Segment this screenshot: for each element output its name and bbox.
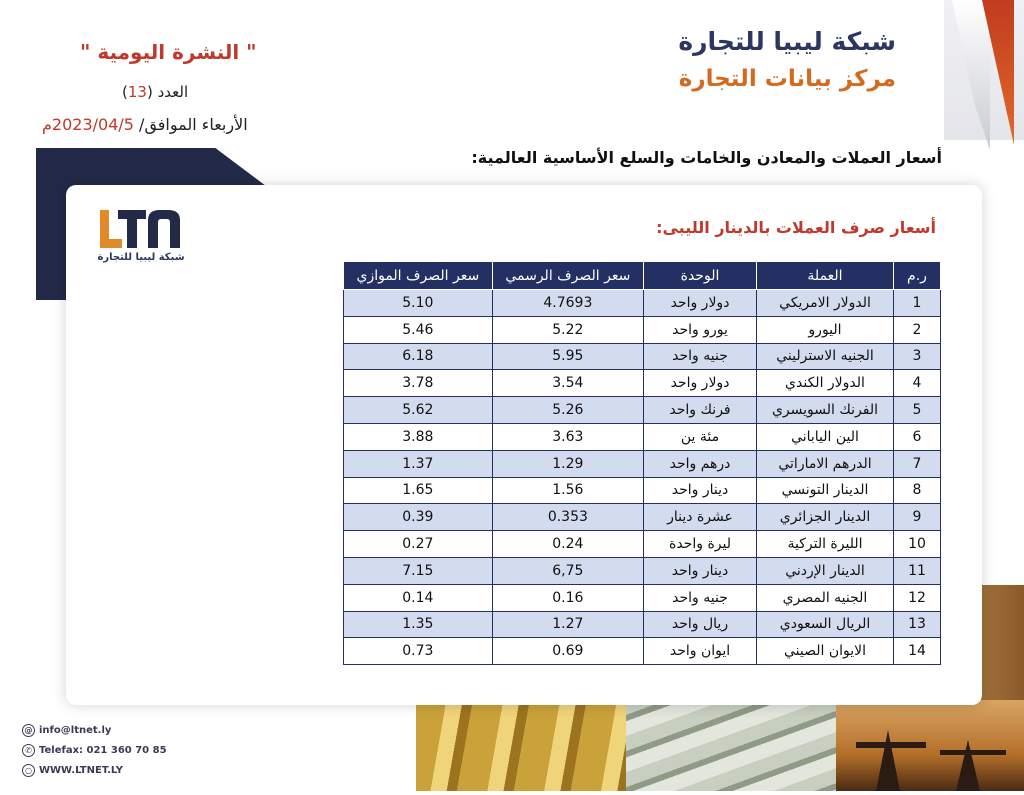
cell-unit: جنيه واحد bbox=[644, 584, 757, 611]
cell-unit: جنيه واحد bbox=[644, 343, 757, 370]
table-row bbox=[344, 343, 941, 370]
cell-official-rate: 0.16 bbox=[492, 584, 643, 611]
globe-icon: ○ bbox=[22, 764, 35, 777]
table-row bbox=[344, 638, 941, 665]
table-row bbox=[344, 397, 941, 424]
cell-parallel-rate: 3.88 bbox=[344, 423, 493, 450]
cell-official-rate: 0.24 bbox=[492, 531, 643, 558]
cell-index: 4 bbox=[894, 370, 941, 397]
cell-currency: الدولار الامريكي bbox=[757, 290, 894, 317]
logo-caption: شبكة ليبيا للتجارة bbox=[97, 252, 185, 263]
cell-currency: الايوان الصيني bbox=[757, 638, 894, 665]
cell-currency: الدينار الإردني bbox=[757, 557, 894, 584]
col-header-index: ر.م bbox=[894, 262, 941, 290]
oil-derrick-silhouette bbox=[836, 700, 1024, 791]
cell-official-rate: 1.29 bbox=[492, 450, 643, 477]
cell-currency: الدرهم الاماراتي bbox=[757, 450, 894, 477]
date-suffix: م bbox=[42, 115, 52, 134]
cell-index: 9 bbox=[894, 504, 941, 531]
cell-parallel-rate: 0.39 bbox=[344, 504, 493, 531]
table-row bbox=[344, 557, 941, 584]
cell-index: 12 bbox=[894, 584, 941, 611]
cell-currency: الين الياباني bbox=[757, 423, 894, 450]
cell-index: 2 bbox=[894, 316, 941, 343]
cell-parallel-rate: 5.10 bbox=[344, 290, 493, 317]
issue-line: العدد (13) bbox=[122, 83, 189, 101]
col-header-currency: العملة bbox=[757, 262, 894, 290]
brand-subtitle: مركز بيانات التجارة bbox=[678, 66, 896, 92]
cell-index: 1 bbox=[894, 290, 941, 317]
col-header-official-rate: سعر الصرف الرسمي bbox=[492, 262, 643, 290]
oil-pumps-image bbox=[836, 700, 1024, 791]
contact-email[interactable]: info@ltnet.ly bbox=[39, 724, 112, 736]
table-row bbox=[344, 531, 941, 558]
cell-currency: الجنيه الاسترليني bbox=[757, 343, 894, 370]
cell-unit: ريال واحد bbox=[644, 611, 757, 638]
cell-index: 13 bbox=[894, 611, 941, 638]
cell-official-rate: 6,75 bbox=[492, 557, 643, 584]
table-row bbox=[344, 584, 941, 611]
cell-official-rate: 1.27 bbox=[492, 611, 643, 638]
date-line bbox=[42, 115, 248, 134]
cell-currency: الجنيه المصري bbox=[757, 584, 894, 611]
cell-unit: درهم واحد bbox=[644, 450, 757, 477]
cell-index: 14 bbox=[894, 638, 941, 665]
cell-index: 7 bbox=[894, 450, 941, 477]
cell-official-rate: 5.22 bbox=[492, 316, 643, 343]
cell-unit: فرنك واحد bbox=[644, 397, 757, 424]
cell-currency: الدينار الجزائري bbox=[757, 504, 894, 531]
cell-index: 3 bbox=[894, 343, 941, 370]
cell-index: 5 bbox=[894, 397, 941, 424]
cell-currency: الريال السعودي bbox=[757, 611, 894, 638]
contact-phone-row bbox=[22, 740, 167, 760]
contact-telefax: Telefax: 021 360 70 85 bbox=[39, 744, 167, 756]
cell-unit: دولار واحد bbox=[644, 290, 757, 317]
cell-index: 8 bbox=[894, 477, 941, 504]
gold-bars-image bbox=[416, 700, 626, 791]
cell-index: 11 bbox=[894, 557, 941, 584]
ltn-logo-mark bbox=[96, 206, 186, 254]
cell-parallel-rate: 0.27 bbox=[344, 531, 493, 558]
exchange-rates-table bbox=[343, 261, 941, 665]
cell-parallel-rate: 1.35 bbox=[344, 611, 493, 638]
cell-parallel-rate: 7.15 bbox=[344, 557, 493, 584]
email-icon: @ bbox=[22, 724, 35, 737]
cell-index: 10 bbox=[894, 531, 941, 558]
table-row bbox=[344, 611, 941, 638]
exchange-table-heading: أسعار صرف العملات بالدينار الليبى: bbox=[656, 218, 936, 237]
cell-unit: عشرة دينار bbox=[644, 504, 757, 531]
issue-label: العدد bbox=[157, 83, 189, 101]
contact-email-row bbox=[22, 720, 167, 740]
cell-currency: اليورو bbox=[757, 316, 894, 343]
cell-unit: ايوان واحد bbox=[644, 638, 757, 665]
contact-website[interactable]: WWW.LTNET.LY bbox=[39, 764, 123, 776]
cell-parallel-rate: 3.78 bbox=[344, 370, 493, 397]
cell-currency: الدولار الكندي bbox=[757, 370, 894, 397]
phone-icon: ✆ bbox=[22, 744, 35, 757]
table-header-row bbox=[344, 262, 941, 290]
cell-official-rate: 3.63 bbox=[492, 423, 643, 450]
cell-currency: الليرة التركية bbox=[757, 531, 894, 558]
section-heading: أسعار العملات والمعادن والخامات والسلع الأساسية العالمية: bbox=[471, 148, 942, 167]
table-row bbox=[344, 316, 941, 343]
col-header-parallel-rate: سعر الصرف الموازي bbox=[344, 262, 493, 290]
cell-parallel-rate: 1.65 bbox=[344, 477, 493, 504]
cell-official-rate: 5.26 bbox=[492, 397, 643, 424]
brand-name: شبكة ليبيا للتجارة bbox=[678, 27, 896, 56]
cell-unit: يورو واحد bbox=[644, 316, 757, 343]
cell-unit: دينار واحد bbox=[644, 557, 757, 584]
table-row bbox=[344, 290, 941, 317]
cell-parallel-rate: 5.62 bbox=[344, 397, 493, 424]
table-row bbox=[344, 423, 941, 450]
cell-official-rate: 0.69 bbox=[492, 638, 643, 665]
cell-official-rate: 0.353 bbox=[492, 504, 643, 531]
cell-parallel-rate: 5.46 bbox=[344, 316, 493, 343]
cell-parallel-rate: 6.18 bbox=[344, 343, 493, 370]
table-row bbox=[344, 504, 941, 531]
cell-currency: الفرنك السويسري bbox=[757, 397, 894, 424]
date-label: الأربعاء الموافق/ bbox=[139, 115, 248, 134]
col-header-unit: الوحدة bbox=[644, 262, 757, 290]
cell-parallel-rate: 0.14 bbox=[344, 584, 493, 611]
cell-unit: ليرة واحدة bbox=[644, 531, 757, 558]
table-row bbox=[344, 370, 941, 397]
cell-official-rate: 3.54 bbox=[492, 370, 643, 397]
cell-unit: دينار واحد bbox=[644, 477, 757, 504]
cell-parallel-rate: 0.73 bbox=[344, 638, 493, 665]
cell-unit: دولار واحد bbox=[644, 370, 757, 397]
cell-unit: مئة ين bbox=[644, 423, 757, 450]
cell-official-rate: 1.56 bbox=[492, 477, 643, 504]
issue-number: 13 bbox=[127, 83, 147, 101]
contact-website-row bbox=[22, 760, 167, 780]
cell-currency: الدينار التونسي bbox=[757, 477, 894, 504]
banknotes-image bbox=[626, 700, 836, 791]
cell-official-rate: 5.95 bbox=[492, 343, 643, 370]
date-value: 2023/04/5 bbox=[51, 115, 134, 134]
bulletin-title: " النشرة اليومية " bbox=[80, 40, 257, 64]
cell-index: 6 bbox=[894, 423, 941, 450]
contact-info bbox=[22, 720, 167, 780]
table-row bbox=[344, 477, 941, 504]
table-row bbox=[344, 450, 941, 477]
cell-official-rate: 4.7693 bbox=[492, 290, 643, 317]
cell-parallel-rate: 1.37 bbox=[344, 450, 493, 477]
